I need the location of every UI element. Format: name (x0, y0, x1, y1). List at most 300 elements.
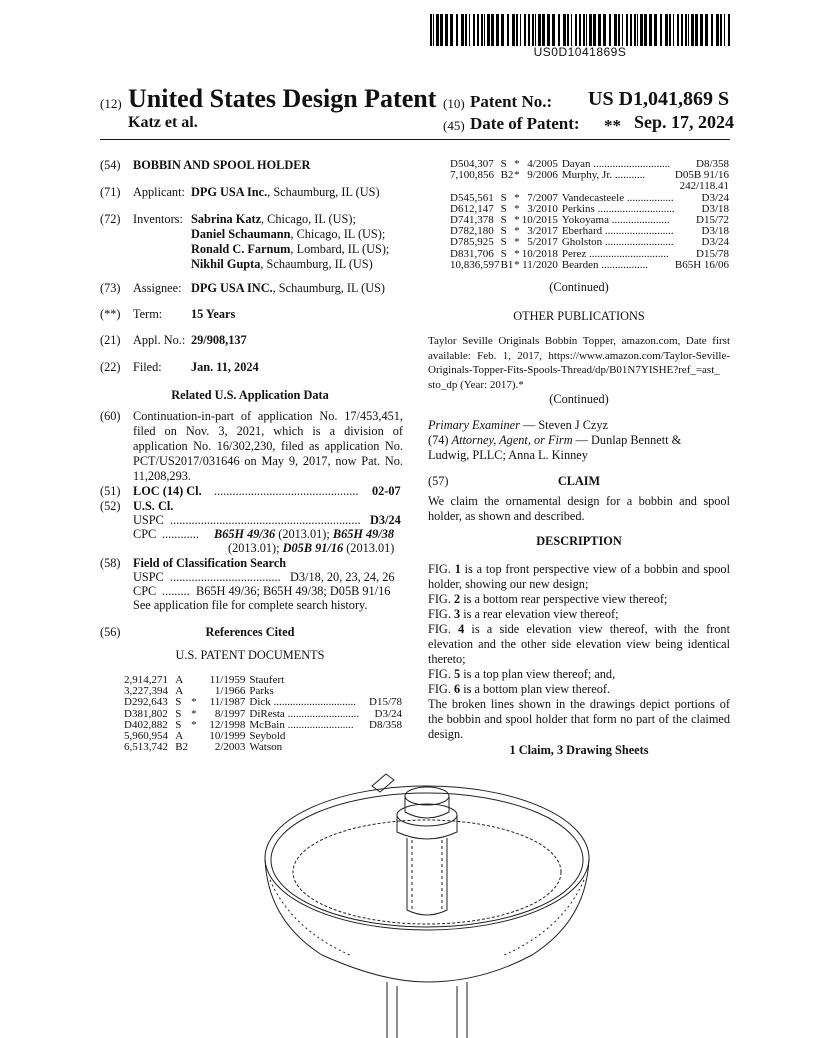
ref-kind: A (175, 674, 184, 686)
related-line: Continuation-in-part of application No. 17/453,451, (133, 409, 403, 423)
loc-value: 02-07 (372, 484, 401, 498)
figure-line: FIG. 5 is a top plan view thereof; and, (428, 667, 616, 681)
filed-label: Filed: (133, 360, 162, 374)
field-cpc-value: B65H 49/36; B65H 49/38; D05B 91/16 (196, 584, 391, 598)
ref-number: 3,227,394 (124, 685, 168, 698)
barcode-bar (649, 14, 652, 46)
ref-name: Dayan ............................ (561, 158, 671, 170)
barcode-bar (677, 14, 679, 46)
inid-code-54: (54) (100, 158, 121, 172)
barcode-bar (538, 14, 541, 46)
figure-line-cont: elevation and the other side elevation view being identical (428, 637, 730, 651)
ref-cited-marker: * (514, 236, 520, 249)
barcode-bar (487, 14, 490, 46)
ref-date: 7/2007 (527, 191, 558, 204)
ref-class: D3/24 (374, 707, 402, 720)
ref-kind: B2 (175, 741, 189, 754)
publication-line: Originals-Topper-Fits-Spools-Thread/dp/B01N7YISHE?ref_=ast_ (428, 364, 720, 376)
ref-number: 10,836,597 (450, 258, 500, 271)
inid-code-10: (10) (443, 96, 465, 111)
barcode-bar (469, 14, 470, 46)
reference-row (450, 181, 729, 192)
inventor-name: Ronald C. Farnum (191, 242, 291, 256)
ref-name: Seybold (249, 730, 286, 743)
ref-date (520, 181, 558, 192)
references-table-right (450, 159, 729, 271)
inid-code-12: (12) (100, 96, 122, 111)
barcode-bar (465, 14, 467, 46)
inid-code-45: (45) (443, 118, 465, 133)
inventors-short: Katz et al. (128, 114, 198, 131)
cpc-year: (2013.01); (228, 541, 283, 555)
field-cpc-leader: ......... (162, 584, 190, 598)
fig-number: 4 (458, 622, 465, 636)
reference-row (124, 742, 402, 753)
cpc-label: CPC (133, 527, 157, 541)
ref-class: D3/24 (701, 191, 729, 204)
inventor-location: , Schaumburg, IL (US) (260, 257, 373, 271)
inventor-location: , Lombard, IL (US); (290, 242, 390, 256)
ref-kind: S (175, 707, 182, 720)
patent-date-label: Date of Patent: (470, 114, 580, 133)
description-heading: DESCRIPTION (536, 534, 622, 548)
fig-number: 1 (454, 562, 461, 576)
barcode-bar (609, 14, 611, 46)
figure-line: FIG. 4 is a side elevation view thereof, with the front (428, 622, 730, 636)
ref-number: D741,378 (450, 214, 494, 227)
cpc-code: B65H 49/36 (214, 527, 276, 541)
ref-name: Gholston ......................... (561, 236, 674, 249)
inid-code-52: (52) (100, 499, 121, 513)
field-search-label: Field of Classification Search (133, 556, 287, 570)
figure-line: FIG. 6 is a bottom plan view thereof. (428, 682, 611, 696)
uspc-value: D3/24 (370, 513, 401, 527)
barcode-bar (481, 14, 483, 46)
field-cpc-label: CPC (133, 584, 157, 598)
field-uspc-label: USPC (133, 570, 164, 584)
related-line: PCT/US2017/031646 on May 9, 2017, now Pat. No. (133, 454, 403, 468)
barcode-bar (665, 14, 668, 46)
references-table-left (124, 675, 402, 753)
patent-number: US D1,041,869 S (588, 88, 730, 110)
barcode-bar (450, 14, 453, 46)
term-value: 15 Years (191, 307, 236, 321)
ref-cited-marker: * (514, 214, 520, 227)
inid-code-56: (56) (100, 625, 121, 639)
barcode-bar (436, 14, 439, 46)
ref-number: D545,561 (450, 191, 494, 204)
ref-number: 7,100,856 (450, 169, 494, 182)
inventor-name: Nikhil Gupta (191, 257, 261, 271)
claim-heading: CLAIM (557, 474, 601, 488)
ref-class: D05B 91/16 (674, 169, 729, 182)
ref-name: Perez ............................. (561, 247, 669, 260)
barcode-bar (630, 14, 632, 46)
barcode-bar (535, 14, 536, 46)
ref-number: D831,706 (450, 247, 494, 260)
date-marker: ** (604, 116, 621, 135)
appl-no-label: Appl. No.: (133, 333, 186, 347)
barcode-bar (484, 14, 485, 46)
filed-date: Jan. 11, 2024 (191, 360, 259, 374)
ref-date: 11/2020 (522, 258, 558, 271)
barcode-bar (552, 14, 555, 46)
barcode-image (430, 14, 730, 46)
search-history-note: See application file for complete search history. (133, 598, 368, 612)
ref-cited-marker: * (514, 247, 520, 260)
ref-kind: S (500, 247, 507, 260)
ref-name: Parks (249, 685, 274, 698)
assignee-label: Assignee: (133, 281, 182, 295)
barcode-bar (496, 14, 499, 46)
barcode-bar (681, 14, 683, 46)
cpc-code: D05B 91/16 (282, 541, 344, 555)
ref-kind: B1 (500, 258, 514, 271)
barcode-bar (618, 14, 620, 46)
barcode-bar (440, 14, 443, 46)
document-title: United States Design Patent (128, 84, 437, 113)
barcode-bar (593, 14, 596, 46)
us-patent-docs-heading: U.S. PATENT DOCUMENTS (175, 648, 325, 662)
primary-examiner (428, 418, 608, 433)
barcode-bar (583, 14, 585, 46)
related-line: application No. 16/302,230, filed as application No. (133, 439, 403, 453)
ref-class (359, 731, 402, 742)
attorney-name: — Dunlap Bennett & (572, 433, 682, 447)
barcode-bar (456, 14, 458, 46)
ref-cited-marker: * (514, 258, 520, 271)
ref-kind: S (500, 202, 507, 215)
cpc-year: (2013.01); (275, 527, 333, 541)
barcode-bar (691, 14, 694, 46)
ref-kind: S (175, 696, 182, 709)
ref-kind: S (500, 225, 507, 238)
barcode-bar (512, 14, 515, 46)
figure-line: FIG. 3 is a rear elevation view thereof; (428, 607, 619, 621)
ref-name: Dick .............................. (249, 696, 357, 709)
ref-class: D8/358 (696, 158, 729, 170)
ref-class: D15/78 (369, 696, 402, 709)
cpc-line-1 (214, 527, 394, 542)
ref-cited-marker: * (514, 191, 520, 204)
barcode-bar (528, 14, 530, 46)
examiner-label: Primary Examiner (428, 418, 520, 432)
continued-label: (Continued) (549, 392, 609, 406)
fig-number: 2 (453, 592, 461, 606)
barcode-bar (445, 14, 448, 46)
fig-number: 3 (453, 607, 461, 621)
header-divider (100, 139, 730, 140)
figure-line: FIG. 1 is a top front perspective view of a bobbin and spool (428, 562, 730, 576)
design-drawing (262, 760, 592, 1038)
inventor-name: Sabrina Katz (191, 212, 262, 226)
ref-cited-marker: * (514, 158, 520, 170)
related-line: filed on Nov. 3, 2021, which is a division of (133, 424, 403, 438)
claim-line: holder, as shown and described. (428, 509, 585, 523)
ref-number: D381,802 (124, 707, 168, 720)
barcode-bar (589, 14, 592, 46)
inid-code-21: (21) (100, 333, 121, 347)
barcode-bar (695, 14, 698, 46)
cpc-leader: ............ (162, 527, 199, 541)
barcode-bar (567, 14, 569, 46)
us-cl-label: U.S. Cl. (133, 499, 174, 513)
ref-cited-marker: * (191, 707, 197, 720)
ref-class: D3/18 (701, 225, 729, 238)
barcode-bar (430, 14, 432, 46)
ref-date: 3/2017 (527, 225, 558, 238)
inid-code-58: (58) (100, 556, 121, 570)
ref-class: D8/358 (369, 718, 402, 731)
loc-label: LOC (14) Cl. (133, 484, 202, 498)
inid-code-71: (71) (100, 185, 121, 199)
ref-class (359, 675, 402, 686)
ref-cited-marker: * (514, 169, 520, 182)
publication-line: sto_dp (Year: 2017).* (428, 378, 524, 391)
ref-number: 2,914,271 (124, 674, 168, 686)
ref-name: Perkins ............................ (561, 202, 675, 215)
barcode-bar (660, 14, 662, 46)
barcode-bar (563, 14, 566, 46)
field-uspc-value: D3/18, 20, 23, 24, 26 (290, 570, 395, 584)
ref-date: 8/1997 (214, 707, 246, 720)
barcode-bar (433, 14, 434, 46)
applicant (191, 185, 380, 200)
barcode-bar (711, 14, 713, 46)
barcode-bar (598, 14, 601, 46)
patent-number-label: Patent No.: (470, 92, 553, 111)
ref-name: McBain ........................ (249, 718, 354, 731)
ref-name: Staufert (249, 674, 285, 686)
ref-kind: A (175, 685, 184, 698)
cpc-code: B65H 49/38 (332, 527, 395, 541)
ref-number: 6,513,742 (124, 741, 168, 754)
barcode-bar (673, 14, 674, 46)
ref-date: 9/2006 (527, 169, 558, 182)
ref-date: 4/2005 (527, 158, 558, 170)
appl-no: 29/908,137 (191, 333, 247, 347)
ref-cited-marker: * (191, 696, 197, 709)
barcode-bar (558, 14, 560, 46)
reference-row (124, 697, 402, 708)
reference-row (450, 260, 729, 271)
related-application-text (133, 409, 403, 484)
inventor-entry (191, 242, 389, 257)
publication-line: Taylor Seville Originals Bobbin Topper, amazon.com, Date first (428, 335, 730, 347)
ref-date: 5/2017 (527, 236, 558, 249)
other-publications-heading: OTHER PUBLICATIONS (513, 309, 645, 323)
barcode-bar (644, 14, 647, 46)
cpc-line-2 (228, 541, 394, 556)
attorney-line-2: Ludwig, PLLC; Anna L. Kinney (428, 448, 588, 462)
barcode-bar (634, 14, 636, 46)
inid-code-74: (74) (428, 433, 452, 447)
barcode-bar (516, 14, 518, 46)
ref-date: 10/1999 (209, 730, 246, 743)
ref-name: Eberhard ......................... (561, 225, 674, 238)
ref-class (359, 742, 402, 753)
ref-number: D402,882 (124, 718, 168, 731)
ref-cited-marker (189, 731, 199, 742)
ref-number (450, 181, 501, 192)
barcode-bar (637, 14, 638, 46)
ref-kind (501, 181, 514, 192)
barcode-bar (728, 14, 730, 46)
inventor-location: , Chicago, IL (US); (290, 227, 386, 241)
ref-date: 2/2003 (214, 741, 246, 754)
ref-name: Murphy, Jr. ........... (561, 169, 646, 182)
ref-class: D3/18 (701, 202, 729, 215)
ref-kind: S (500, 236, 507, 249)
ref-class: B65H 16/06 (674, 258, 729, 271)
claims-summary: 1 Claim, 3 Drawing Sheets (509, 743, 649, 757)
applicant-location: , Schaumburg, IL (US) (267, 185, 380, 199)
barcode-number: US0D1041869S (533, 45, 627, 59)
applicant-label: Applicant: (133, 185, 185, 199)
figure-line: FIG. 2 is a bottom rear perspective view thereof; (428, 592, 668, 606)
references-heading: References Cited (205, 625, 295, 639)
barcode-bar (685, 14, 687, 46)
inid-code-term: (**) (100, 307, 121, 321)
ref-date: 12/1998 (209, 718, 246, 731)
barcode-bar (716, 14, 719, 46)
patent-date: Sep. 17, 2024 (634, 112, 735, 132)
ref-kind: S (175, 718, 182, 731)
design-title: BOBBIN AND SPOOL HOLDER (133, 158, 311, 172)
uspc-label: USPC (133, 513, 164, 527)
barcode-bar (532, 14, 534, 46)
loc-leader: ............................................... (214, 484, 359, 498)
examiner-name: — Steven J Czyz (519, 418, 608, 432)
ref-kind: A (175, 730, 184, 743)
inid-code-72: (72) (100, 212, 121, 226)
fig-number: 6 (453, 682, 461, 696)
ref-name: Yokoyama ..................... (561, 214, 670, 227)
ref-cited-marker: * (514, 202, 520, 215)
ref-date: 3/2010 (527, 202, 558, 215)
barcode-bar (491, 14, 494, 46)
ref-date: 10/2015 (521, 214, 558, 227)
barcode-bar (720, 14, 722, 46)
barcode-bar (688, 14, 689, 46)
related-line: 11,208,293. (133, 469, 191, 483)
ref-date: 10/2018 (521, 247, 558, 260)
inventor-entry (191, 257, 389, 272)
ref-cited-marker (189, 742, 199, 753)
barcode-bar (571, 14, 572, 46)
barcode-bar (461, 14, 464, 46)
ref-number: D612,147 (450, 202, 494, 215)
ref-class: D3/24 (701, 236, 729, 249)
barcode-bar (614, 14, 617, 46)
ref-kind: S (500, 214, 507, 227)
broken-lines-text: the bobbin and spool holder that form no part of the claimed (428, 712, 730, 726)
barcode-bar (603, 14, 606, 46)
inid-code-22: (22) (100, 360, 121, 374)
inid-code-57: (57) (428, 474, 449, 488)
ref-name: Bearden ................. (561, 258, 648, 271)
inventor-entry (191, 227, 389, 242)
cpc-year: (2013.01) (343, 541, 395, 555)
barcode-bar (700, 14, 703, 46)
term-label: Term: (133, 307, 163, 321)
assignee-location: , Schaumburg, IL (US) (272, 281, 386, 295)
ref-name: DiResta .......................... (249, 707, 360, 720)
barcode-bar (477, 14, 479, 46)
broken-lines-text: design. (428, 727, 464, 741)
barcode-bar (501, 14, 504, 46)
inventors-label: Inventors: (133, 212, 183, 226)
barcode-bar (507, 14, 509, 46)
ref-name: Vandecasteele ................. (561, 191, 674, 204)
inventor-name: Daniel Schaumann (191, 227, 291, 241)
ref-cited-marker: * (514, 225, 520, 238)
barcode-bar (622, 14, 623, 46)
ref-kind: B2 (500, 169, 514, 182)
claim-line: We claim the ornamental design for a bobbin and spool (428, 494, 730, 508)
inid-code-51: (51) (100, 484, 121, 498)
inventors-list (191, 212, 389, 272)
ref-number: D785,925 (450, 236, 494, 249)
related-data-heading: Related U.S. Application Data (171, 388, 329, 402)
assignee-name: DPG USA INC. (191, 281, 273, 295)
ref-kind: S (500, 191, 507, 204)
fig-number: 5 (453, 667, 461, 681)
barcode-bar (575, 14, 577, 46)
barcode-bar (626, 14, 628, 46)
barcode-bar (669, 14, 671, 46)
applicant-name: DPG USA Inc. (191, 185, 268, 199)
figure-line-cont: thereto; (428, 652, 466, 666)
inid-code-60: (60) (100, 409, 121, 423)
ref-class: 242/118.41 (679, 180, 729, 193)
claim-text (428, 494, 730, 524)
other-publication-entry (428, 334, 730, 392)
barcode-bar (473, 14, 475, 46)
ref-class: D15/72 (696, 214, 729, 227)
inventor-entry (191, 212, 389, 227)
barcode-bar (542, 14, 545, 46)
inventor-location: , Chicago, IL (US); (261, 212, 356, 226)
barcode-bar (520, 14, 521, 46)
ref-name: Watson (249, 741, 283, 754)
attorney-line-1 (428, 433, 681, 448)
continued-label: (Continued) (549, 280, 609, 294)
ref-date: 11/1959 (209, 674, 246, 686)
barcode-bar (547, 14, 550, 46)
barcode-bar (724, 14, 725, 46)
barcode-bar (524, 14, 526, 46)
barcode-bar (586, 14, 587, 46)
reference-row (450, 237, 729, 248)
uspc-leader: .............................................................. (170, 513, 361, 527)
ref-cited-marker: * (191, 718, 197, 731)
broken-lines-text: The broken lines shown in the drawings depict portions of (428, 697, 730, 711)
field-uspc-leader: .................................... (170, 570, 281, 584)
ref-number: D292,643 (124, 696, 168, 709)
ref-kind: S (500, 158, 507, 170)
figure-line-cont: holder, showing our new design; (428, 577, 589, 591)
ref-class: D15/78 (696, 247, 729, 260)
ref-name (558, 181, 675, 192)
publication-line: available: Feb. 1, 2017, https://www.amazon.com/Taylor-Seville- (428, 349, 730, 362)
assignee (191, 281, 385, 296)
ref-date: 11/1987 (209, 696, 246, 709)
barcode-bar (640, 14, 643, 46)
figure-descriptions (428, 562, 730, 742)
barcode-bar (579, 14, 581, 46)
ref-number: D504,307 (450, 158, 494, 170)
